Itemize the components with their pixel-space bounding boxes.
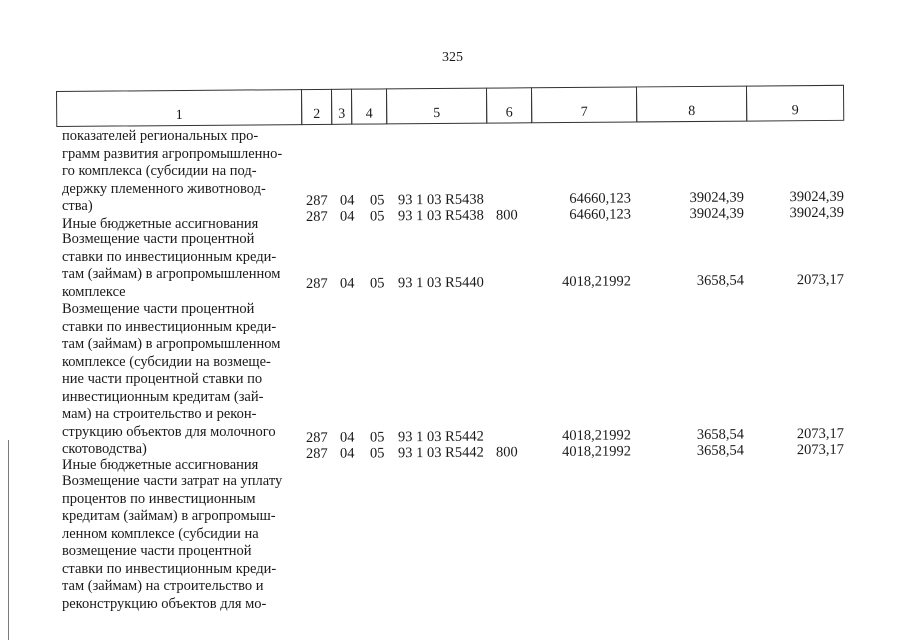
cell-amount-col9: 39024,39 — [789, 204, 845, 222]
cell-target-article: 93 1 03 R5442 — [397, 444, 484, 462]
cell-amount-col7: 64660,123 — [569, 206, 632, 223]
cell-amount-col8: 39024,39 — [689, 205, 745, 222]
header-col-4: 4 — [351, 88, 387, 124]
header-col-2: 2 — [301, 89, 332, 125]
cell-amount-col8: 3658,54 — [696, 442, 745, 459]
cell-podrazdel: 05 — [369, 429, 385, 446]
header-col-1: 1 — [56, 89, 302, 127]
cell-razdel: 04 — [339, 445, 355, 462]
cell-amount-col7: 4018,21992 — [562, 273, 632, 290]
cell-target-article: 93 1 03 R5442 — [397, 428, 484, 446]
row-description-text: показателей региональных про- грамм развития агропромышленно- го комплекса (субсидии на под- держку племенного животновод- ства) — [62, 128, 283, 214]
cell-expense-type: 800 — [495, 207, 518, 224]
cell-amount-col9: 39024,39 — [789, 188, 845, 206]
page-number: 325 — [442, 50, 463, 65]
cell-expense-type: 800 — [495, 444, 518, 461]
table-header — [56, 85, 844, 127]
cell-amount-col9: 2073,17 — [796, 425, 845, 443]
cell-amount-col9: 2073,17 — [796, 271, 845, 289]
row-description-text: Иные бюджетные ассигнования — [62, 216, 259, 232]
cell-target-article: 93 1 03 R5438 — [397, 191, 484, 209]
cell-target-article: 93 1 03 R5438 — [397, 207, 484, 225]
cell-grbs: 287 — [305, 192, 328, 209]
header-col-6: 6 — [486, 87, 532, 123]
cell-target-article: 93 1 03 R5440 — [397, 274, 484, 292]
header-col-5: 5 — [386, 88, 487, 125]
cell-amount-col7: 4018,21992 — [562, 427, 632, 444]
cell-grbs: 287 — [305, 429, 328, 446]
row-description-text: Возмещение части процентной ставки по инвестиционным креди- там (займам) в агропромышленном комплексе — [62, 231, 281, 300]
cell-amount-col8: 39024,39 — [689, 189, 745, 206]
cell-podrazdel: 05 — [369, 445, 385, 462]
cell-grbs: 287 — [305, 445, 328, 462]
cell-amount-col7: 64660,123 — [569, 190, 632, 207]
cell-grbs: 287 — [305, 208, 328, 225]
cell-podrazdel: 05 — [369, 192, 385, 209]
row-description — [62, 473, 300, 613]
cell-razdel: 04 — [339, 275, 355, 292]
row-description-text: Возмещение части процентной ставки по инвестиционным креди- там (займам) в агропромышленном комплексе (субсидии на возмеще- ние части процентной ставки по инвестиционным кредитам (зай- мам) на строительство и рекон- струкцию объектов для молочного скотоводства) — [62, 301, 281, 457]
cell-amount-col8: 3658,54 — [696, 426, 745, 443]
row-description-text: Иные бюджетные ассигнования — [62, 457, 259, 473]
cell-amount-col9: 2073,17 — [796, 441, 845, 459]
cell-razdel: 04 — [339, 429, 355, 446]
scan-margin-line — [8, 440, 9, 640]
cell-podrazdel: 05 — [369, 208, 385, 225]
cell-razdel: 04 — [339, 192, 355, 209]
header-col-3: 3 — [331, 89, 352, 125]
row-description-text: Возмещение части затрат на уплату процентов по инвестиционным кредитам (займам) в агропромыш- ленном комплексе (субсидии на возмещение части процентной ставки по инвестиционным креди- там (займам) на строительство и реконструкцию объектов для мо- — [62, 473, 283, 612]
header-col-9: 9 — [746, 85, 844, 122]
cell-amount-col7: 4018,21992 — [562, 443, 632, 460]
header-col-8: 8 — [636, 86, 747, 123]
header-col-7: 7 — [531, 86, 637, 123]
cell-amount-col8: 3658,54 — [696, 272, 745, 289]
cell-grbs: 287 — [305, 275, 328, 292]
cell-podrazdel: 05 — [369, 275, 385, 292]
cell-razdel: 04 — [339, 208, 355, 225]
